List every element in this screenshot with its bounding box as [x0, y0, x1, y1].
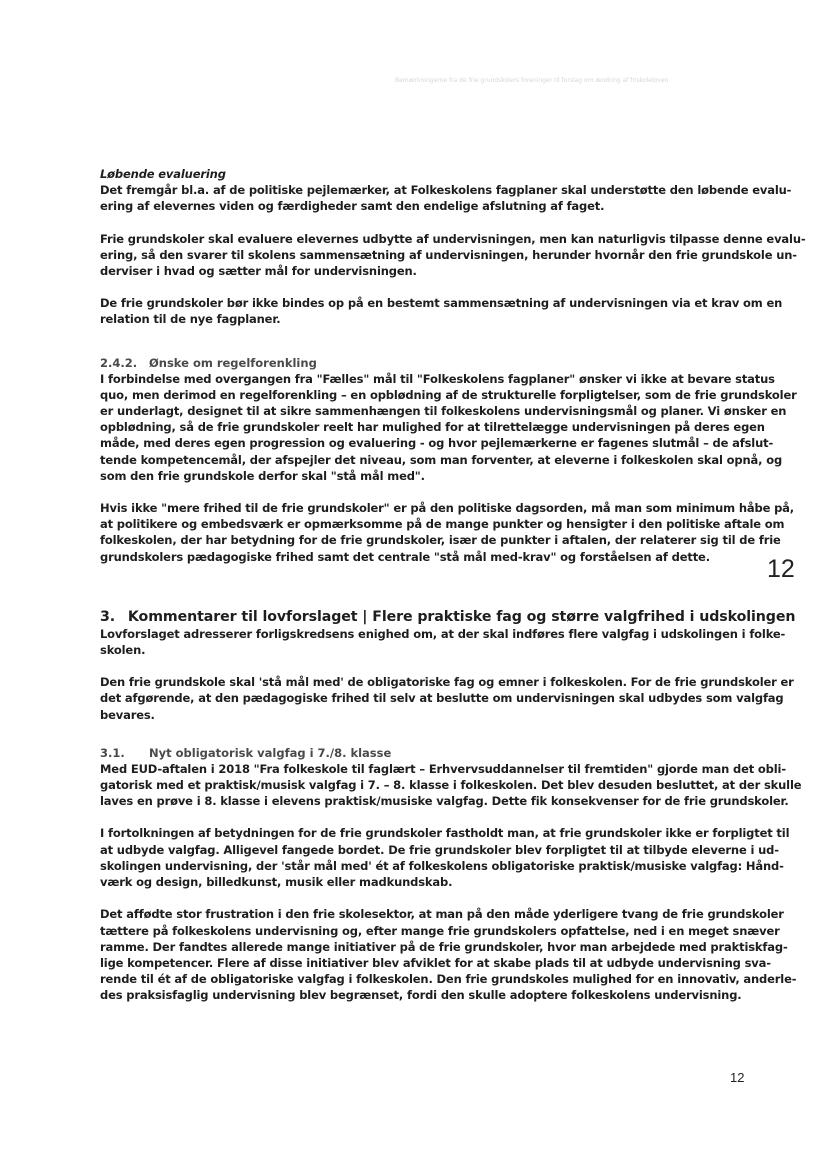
- paragraph: [100, 674, 794, 723]
- text-line: Den frie grundskole skal 'stå mål med' de obligatoriske fag og emner i folkeskolen. For de frie grundskoler er: [100, 675, 794, 690]
- text-line: des praksisfaglig undervisning blev begrænset, fordi den skulle adoptere folkeskolens undervisning.: [100, 988, 742, 1003]
- text-line: grundskolers pædagogiske frihed samt det centrale "stå mål med-krav" og forståelsen af dette.: [100, 549, 710, 564]
- running-header: Bemærkningerne fra de frie grundskolers foreninger til forslag om ændring af friskoleloven: [395, 77, 669, 84]
- text-line: folkeskolen, der har betydning for de frie grundskoler, især de punkter i aftalen, der relaterer sig til de frie: [100, 533, 781, 548]
- paragraph: [100, 295, 783, 327]
- paragraph: [100, 231, 806, 280]
- paragraph: [100, 906, 797, 1003]
- text-line: Det affødte stor frustration i den frie skolesektor, at man på den måde yderligere tvang de frie grundskoler: [100, 907, 784, 922]
- text-line: Med EUD-aftalen i 2018 "Fra folkeskole til faglært – Erhvervsuddannelser til fremtiden" gjorde man det obli-: [100, 761, 786, 776]
- section-title: Ønske om regelforenkling: [149, 355, 317, 370]
- chapter-heading-3: [100, 608, 796, 626]
- text-line: laves en prøve i 8. klasse i elevens praktisk/musiske valgfag. Dette fik konsekvenser for de frie grundskoler.: [100, 794, 789, 809]
- text-line: Hvis ikke "mere frihed til de frie grundskoler" er på den politiske dagsorden, må man som minimum håbe på,: [100, 501, 795, 516]
- subheading-lobende-evaluering: Løbende evaluering: [100, 167, 226, 181]
- text-line: værk og design, billedkunst, musik eller madkundskab.: [100, 875, 453, 890]
- text-line: at udbyde valgfag. Alligevel fangede bordet. De frie grundskoler blev forpligtet til at tilbyde eleverne i ud-: [100, 842, 779, 857]
- text-line: quo, men derimod en regelforenkling – en opblødning af de strukturelle forpligtelser, som de frie grundskoler: [100, 387, 797, 402]
- section-number: 2.4.2.: [100, 355, 138, 370]
- page-number-footer: 12: [730, 1070, 745, 1085]
- paragraph: [100, 182, 792, 214]
- section-number: 3.1.: [100, 745, 125, 760]
- text-line: lige kompetencer. Flere af disse initiativer blev afviklet for at skabe plads til at udbyde undervisning sva-: [100, 955, 771, 970]
- paragraph: [100, 371, 797, 484]
- text-line: tende kompetencemål, der afspejler det niveau, som man forventer, at eleverne i folkeskolen skal opnå, og: [100, 452, 783, 467]
- text-line: De frie grundskoler bør ikke bindes op på en bestemt sammensætning af undervisningen via et krav om en: [100, 296, 783, 311]
- paragraph: [100, 626, 786, 658]
- text-line: det afgørende, at den pædagogiske frihed til selv at beslutte om undervisningen skal udbydes som valgfag: [100, 691, 784, 706]
- text-line: rende til ét af de obligatoriske valgfag i folkeskolen. Den frie grundskoles mulighed for en innovativ, anderle-: [100, 972, 797, 987]
- paragraph: [100, 500, 795, 565]
- text-line: skolingen undervisning, der 'står mål med' ét af folkeskolens obligatoriske praktisk/musiske valgfag: Hånd-: [100, 858, 784, 873]
- section-heading-3-1: [100, 745, 750, 761]
- chapter-number: 3.: [100, 608, 116, 625]
- text-line: derviser i hvad og sætter mål for undervisningen.: [100, 264, 417, 279]
- text-line: måde, med deres egen progression og evaluering - og hvor pejlemærkerne er fagenes slutmål – de afslut-: [100, 436, 774, 451]
- text-line: ering af elevernes viden og færdigheder samt den endelige afslutning af faget.: [100, 199, 605, 214]
- page-number-side: 12: [767, 555, 795, 583]
- text-line: bevares.: [100, 707, 155, 722]
- text-line: gatorisk med et praktisk/musisk valgfag i 7. – 8. klasse i folkeskolen. Det blev desuden besluttet, at der skulle: [100, 778, 802, 793]
- text-line: ramme. Der fandtes allerede mange initiativer på de frie grundskoler, hvor man arbejdede med praktiskfag-: [100, 939, 788, 954]
- text-line: tættere på folkeskolens undervisning og, efter mange frie grundskolers opfattelse, ned i en meget snæver: [100, 923, 780, 938]
- text-line: relation til de nye fagplaner.: [100, 312, 281, 327]
- text-line: opblødning, så de frie grundskoler reelt har mulighed for at tilrettelægge undervisningen på deres egen: [100, 420, 765, 435]
- text-line: som den frie grundskole derfor skal "stå mål med".: [100, 468, 425, 483]
- text-line: Lovforslaget adresserer forligskredsens enighed om, at der skal indføres flere valgfag i udskolingen i folke-: [100, 626, 786, 641]
- text-line: Frie grundskoler skal evaluere elevernes udbytte af undervisningen, men kan naturligvis tilpasse denne evalu-: [100, 231, 806, 246]
- section-heading-2-4-2: [100, 355, 750, 371]
- text-line: skolen.: [100, 643, 146, 658]
- section-title: Nyt obligatorisk valgfag i 7./8. klasse: [149, 745, 392, 760]
- text-line: Det fremgår bl.a. af de politiske pejlemærker, at Folkeskolens fagplaner skal understøtte den løbende evalu-: [100, 183, 792, 198]
- text-line: at politikere og embedsværk er opmærksomme på de mange punkter og hensigter i den politiske aftale om: [100, 517, 785, 532]
- text-line: er underlagt, designet til at sikre sammenhængen til folkeskolens undervisningsmål og planer. Vi ønsker en: [100, 404, 787, 419]
- text-line: I fortolkningen af betydningen for de frie grundskoler fastholdt man, at frie grundskoler ikke er forpligtet til: [100, 826, 790, 841]
- chapter-title: Kommentarer til lovforslaget | Flere praktiske fag og større valgfrihed i udskolingen: [127, 608, 796, 625]
- paragraph: [100, 825, 790, 890]
- paragraph: [100, 761, 802, 810]
- text-line: I forbindelse med overgangen fra "Fælles" mål til "Folkeskolens fagplaner" ønsker vi ikke at bevare status: [100, 371, 775, 386]
- text-line: ering, så den svarer til skolens sammensætning af undervisningen, herunder hvornår den frie grundskole un-: [100, 247, 797, 262]
